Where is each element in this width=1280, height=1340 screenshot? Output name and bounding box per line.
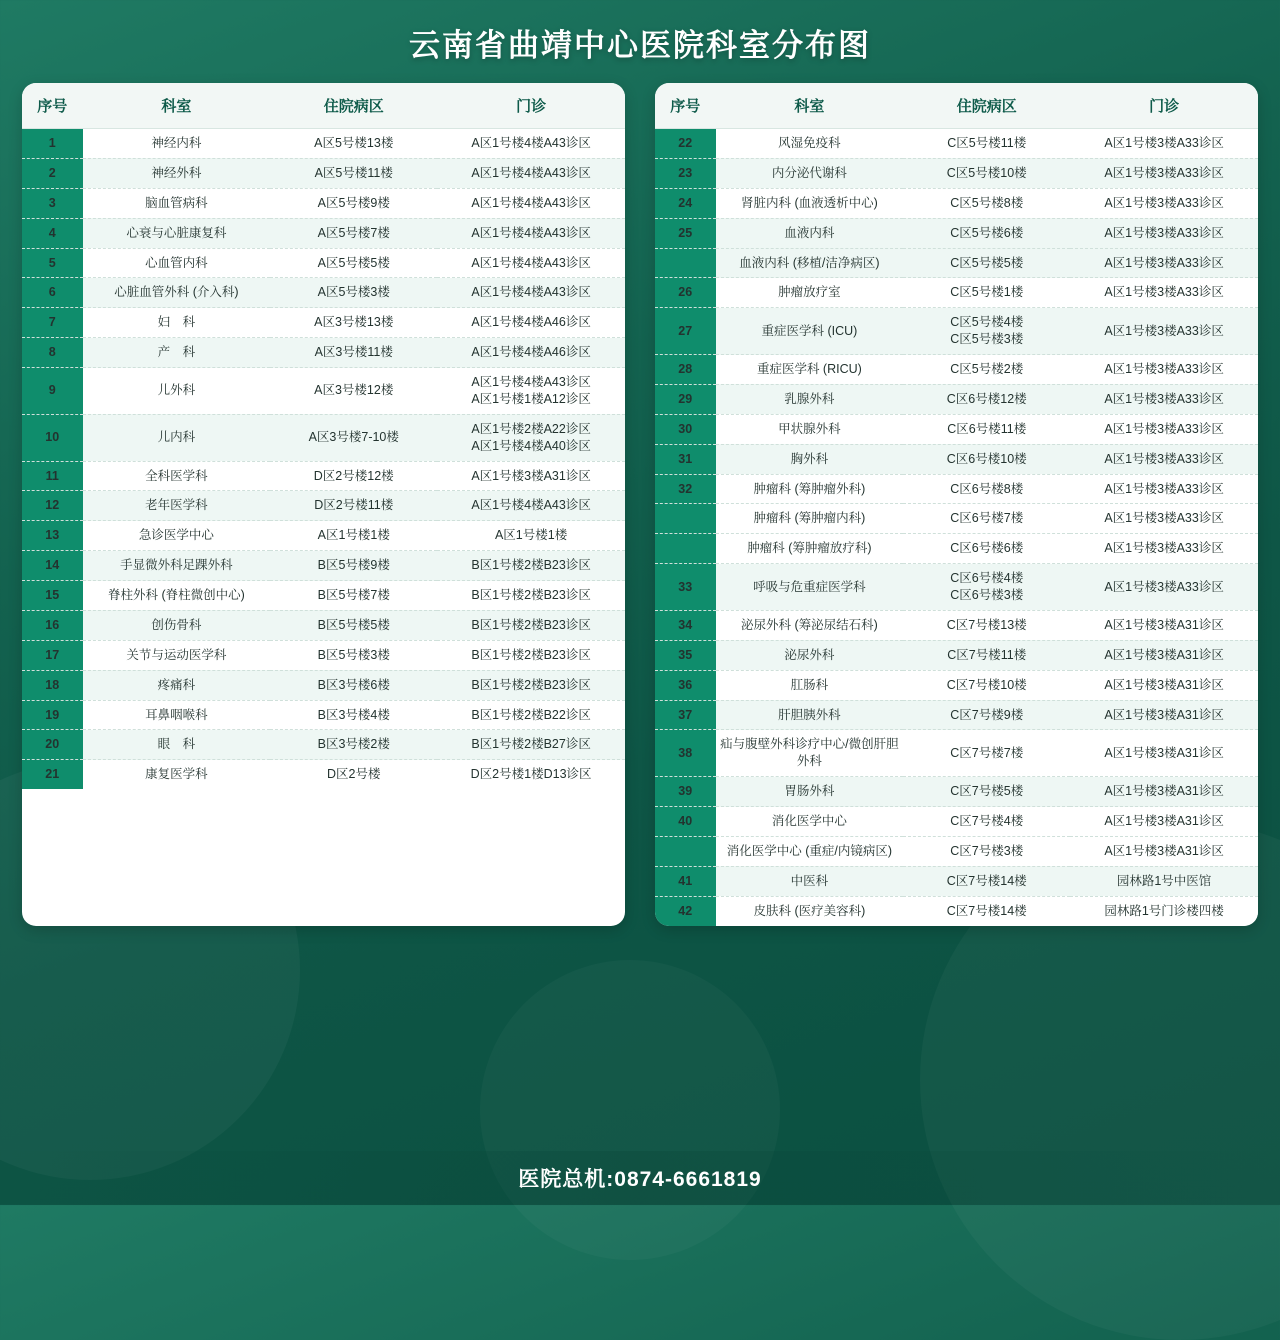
- row-ward: C区5号楼11楼: [903, 129, 1070, 159]
- row-department: 手显微外科足踝外科: [83, 551, 271, 581]
- row-ward: C区6号楼7楼: [903, 504, 1070, 534]
- row-ward: C区6号楼10楼: [903, 444, 1070, 474]
- row-clinic: A区1号楼3楼A33诊区: [1070, 218, 1258, 248]
- row-ward: C区7号楼11楼: [903, 640, 1070, 670]
- row-index: 36: [655, 670, 716, 700]
- row-ward: A区5号楼9楼: [270, 188, 437, 218]
- row-index: 34: [655, 610, 716, 640]
- row-ward: C区7号楼9楼: [903, 700, 1070, 730]
- row-clinic: A区1号楼3楼A31诊区: [1070, 610, 1258, 640]
- row-clinic: A区1号楼3楼A31诊区: [1070, 640, 1258, 670]
- row-index: 26: [655, 278, 716, 308]
- row-department: 消化医学中心: [716, 807, 904, 837]
- table-row: [22, 278, 625, 308]
- row-clinic: A区1号楼3楼A33诊区: [1070, 308, 1258, 355]
- row-department: 皮肤科 (医疗美容科): [716, 896, 904, 925]
- row-department: 老年医学科: [83, 491, 271, 521]
- row-clinic: A区1号楼3楼A33诊区: [1070, 474, 1258, 504]
- row-department: 神经内科: [83, 129, 271, 159]
- row-department: 神经外科: [83, 158, 271, 188]
- tables-container: [0, 65, 1280, 926]
- row-ward: C区5号楼5楼: [903, 248, 1070, 278]
- row-ward: A区5号楼13楼: [270, 129, 437, 159]
- row-department: 肿瘤科 (筹肿瘤外科): [716, 474, 904, 504]
- table-header-row: [655, 83, 1258, 129]
- row-clinic: A区1号楼3楼A33诊区: [1070, 248, 1258, 278]
- table-row: [22, 188, 625, 218]
- row-index: 24: [655, 188, 716, 218]
- row-clinic: A区1号楼3楼A33诊区: [1070, 188, 1258, 218]
- table-row: [22, 129, 625, 159]
- row-clinic: D区2号楼1楼D13诊区: [437, 760, 625, 789]
- row-index: 39: [655, 777, 716, 807]
- header-department: 科室: [716, 83, 904, 129]
- header-index: 序号: [655, 83, 716, 129]
- row-ward: B区5号楼7楼: [270, 581, 437, 611]
- table-row: [22, 308, 625, 338]
- row-index: [655, 248, 716, 278]
- row-clinic: A区1号楼3楼A31诊区: [1070, 777, 1258, 807]
- row-index: 17: [22, 640, 83, 670]
- row-department: 肛肠科: [716, 670, 904, 700]
- row-index: 33: [655, 564, 716, 611]
- table-row: [22, 700, 625, 730]
- row-index: 42: [655, 896, 716, 925]
- row-department: 乳腺外科: [716, 384, 904, 414]
- row-clinic: A区1号楼3楼A33诊区: [1070, 158, 1258, 188]
- row-clinic: B区1号楼2楼B23诊区: [437, 670, 625, 700]
- row-department: 泌尿外科 (筹泌尿结石科): [716, 610, 904, 640]
- row-ward: C区6号楼8楼: [903, 474, 1070, 504]
- row-department: 肿瘤放疗室: [716, 278, 904, 308]
- row-ward: C区7号楼14楼: [903, 866, 1070, 896]
- table-row: [655, 308, 1258, 355]
- row-clinic: B区1号楼2楼B23诊区: [437, 640, 625, 670]
- row-ward: C区5号楼6楼: [903, 218, 1070, 248]
- row-department: 疝与腹壁外科诊疗中心/微创肝胆外科: [716, 730, 904, 777]
- row-ward: C区5号楼10楼: [903, 158, 1070, 188]
- row-clinic: A区1号楼4楼A43诊区 A区1号楼1楼A12诊区: [437, 368, 625, 415]
- table-row: [22, 491, 625, 521]
- row-clinic: A区1号楼3楼A33诊区: [1070, 355, 1258, 385]
- row-clinic: A区1号楼4楼A43诊区: [437, 491, 625, 521]
- row-department: 泌尿外科: [716, 640, 904, 670]
- row-clinic: B区1号楼2楼B22诊区: [437, 700, 625, 730]
- table-row: [22, 521, 625, 551]
- table-row: [655, 414, 1258, 444]
- row-index: 9: [22, 368, 83, 415]
- table-row: [22, 551, 625, 581]
- department-table-right: [655, 83, 1258, 926]
- row-index: 40: [655, 807, 716, 837]
- row-clinic: A区1号楼3楼A33诊区: [1070, 278, 1258, 308]
- row-index: [655, 534, 716, 564]
- row-ward: C区7号楼13楼: [903, 610, 1070, 640]
- row-clinic: A区1号楼4楼A46诊区: [437, 308, 625, 338]
- row-department: 肾脏内科 (血液透析中心): [716, 188, 904, 218]
- row-department: 胃肠外科: [716, 777, 904, 807]
- table-row: [655, 836, 1258, 866]
- row-ward: B区3号楼2楼: [270, 730, 437, 760]
- table-row: [22, 248, 625, 278]
- row-index: 32: [655, 474, 716, 504]
- row-department: 甲状腺外科: [716, 414, 904, 444]
- table-row: [22, 461, 625, 491]
- row-ward: C区7号楼4楼: [903, 807, 1070, 837]
- row-index: 41: [655, 866, 716, 896]
- row-clinic: A区1号楼3楼A31诊区: [1070, 807, 1258, 837]
- header-ward: 住院病区: [270, 83, 437, 129]
- background-circle-center: [480, 960, 780, 1260]
- row-department: 血液内科: [716, 218, 904, 248]
- row-department: 重症医学科 (ICU): [716, 308, 904, 355]
- table-row: [655, 807, 1258, 837]
- table-row: [655, 474, 1258, 504]
- row-department: 胸外科: [716, 444, 904, 474]
- header-index: 序号: [22, 83, 83, 129]
- row-department: 产 科: [83, 338, 271, 368]
- row-clinic: A区1号楼4楼A43诊区: [437, 218, 625, 248]
- row-ward: D区2号楼: [270, 760, 437, 789]
- row-index: 7: [22, 308, 83, 338]
- table-row: [655, 218, 1258, 248]
- row-ward: C区5号楼1楼: [903, 278, 1070, 308]
- table-row: [22, 218, 625, 248]
- row-department: 风湿免疫科: [716, 129, 904, 159]
- row-index: 2: [22, 158, 83, 188]
- row-ward: D区2号楼12楼: [270, 461, 437, 491]
- row-index: 37: [655, 700, 716, 730]
- row-index: 18: [22, 670, 83, 700]
- row-clinic: B区1号楼2楼B23诊区: [437, 610, 625, 640]
- row-department: 内分泌代谢科: [716, 158, 904, 188]
- row-clinic: B区1号楼2楼B23诊区: [437, 581, 625, 611]
- page-title: 云南省曲靖中心医院科室分布图: [409, 28, 871, 63]
- row-ward: C区7号楼10楼: [903, 670, 1070, 700]
- row-department: 心脏血管外科 (介入科): [83, 278, 271, 308]
- table-row: [22, 730, 625, 760]
- row-ward: C区7号楼14楼: [903, 896, 1070, 925]
- table-row: [22, 760, 625, 789]
- row-clinic: A区1号楼3楼A31诊区: [1070, 836, 1258, 866]
- row-index: [655, 836, 716, 866]
- row-clinic: A区1号楼1楼: [437, 521, 625, 551]
- row-clinic: A区1号楼4楼A46诊区: [437, 338, 625, 368]
- row-clinic: A区1号楼4楼A43诊区: [437, 129, 625, 159]
- row-ward: A区5号楼5楼: [270, 248, 437, 278]
- table-row: [655, 730, 1258, 777]
- row-clinic: 园林路1号门诊楼四楼: [1070, 896, 1258, 925]
- row-ward: B区3号楼4楼: [270, 700, 437, 730]
- row-department: 康复医学科: [83, 760, 271, 789]
- row-clinic: A区1号楼4楼A43诊区: [437, 278, 625, 308]
- row-ward: D区2号楼11楼: [270, 491, 437, 521]
- hospital-switchboard: 医院总机:0874-6661819: [0, 1151, 1280, 1205]
- row-index: 5: [22, 248, 83, 278]
- row-clinic: A区1号楼3楼A31诊区: [437, 461, 625, 491]
- row-index: 21: [22, 760, 83, 789]
- table-row: [655, 355, 1258, 385]
- row-index: 20: [22, 730, 83, 760]
- table-row: [655, 670, 1258, 700]
- header-department: 科室: [83, 83, 271, 129]
- row-ward: A区1号楼1楼: [270, 521, 437, 551]
- row-clinic: A区1号楼3楼A33诊区: [1070, 504, 1258, 534]
- row-department: 眼 科: [83, 730, 271, 760]
- row-clinic: A区1号楼3楼A33诊区: [1070, 414, 1258, 444]
- row-department: 儿外科: [83, 368, 271, 415]
- row-ward: A区3号楼11楼: [270, 338, 437, 368]
- row-index: 28: [655, 355, 716, 385]
- table-row: [655, 278, 1258, 308]
- row-ward: C区7号楼3楼: [903, 836, 1070, 866]
- row-index: 15: [22, 581, 83, 611]
- row-index: 8: [22, 338, 83, 368]
- table-row: [22, 610, 625, 640]
- row-ward: C区7号楼7楼: [903, 730, 1070, 777]
- row-clinic: A区1号楼4楼A43诊区: [437, 158, 625, 188]
- row-index: 6: [22, 278, 83, 308]
- row-index: 13: [22, 521, 83, 551]
- row-clinic: A区1号楼4楼A43诊区: [437, 188, 625, 218]
- table-row: [655, 700, 1258, 730]
- table-row: [655, 777, 1258, 807]
- row-index: 23: [655, 158, 716, 188]
- row-clinic: A区1号楼3楼A33诊区: [1070, 564, 1258, 611]
- row-department: 心血管内科: [83, 248, 271, 278]
- row-clinic: A区1号楼4楼A43诊区: [437, 248, 625, 278]
- row-department: 心衰与心脏康复科: [83, 218, 271, 248]
- row-ward: A区3号楼12楼: [270, 368, 437, 415]
- table-row: [655, 534, 1258, 564]
- table-header-row: [22, 83, 625, 129]
- right-table-card: [655, 83, 1258, 926]
- row-index: 30: [655, 414, 716, 444]
- row-index: 3: [22, 188, 83, 218]
- table-row: [22, 158, 625, 188]
- table-body-right: [655, 129, 1258, 926]
- table-row: [655, 129, 1258, 159]
- row-department: 肿瘤科 (筹肿瘤内科): [716, 504, 904, 534]
- table-body-left: [22, 129, 625, 790]
- row-index: 14: [22, 551, 83, 581]
- left-table-card: [22, 83, 625, 926]
- row-department: 关节与运动医学科: [83, 640, 271, 670]
- row-department: 重症医学科 (RICU): [716, 355, 904, 385]
- row-index: 10: [22, 414, 83, 461]
- row-clinic: 园林路1号中医馆: [1070, 866, 1258, 896]
- row-department: 急诊医学中心: [83, 521, 271, 551]
- row-clinic: A区1号楼2楼A22诊区 A区1号楼4楼A40诊区: [437, 414, 625, 461]
- row-department: 呼吸与危重症医学科: [716, 564, 904, 611]
- row-department: 中医科: [716, 866, 904, 896]
- row-ward: A区3号楼13楼: [270, 308, 437, 338]
- row-ward: C区5号楼4楼 C区5号楼3楼: [903, 308, 1070, 355]
- table-row: [655, 504, 1258, 534]
- row-department: 疼痛科: [83, 670, 271, 700]
- row-index: 4: [22, 218, 83, 248]
- row-clinic: A区1号楼3楼A31诊区: [1070, 700, 1258, 730]
- row-index: 11: [22, 461, 83, 491]
- row-ward: C区6号楼6楼: [903, 534, 1070, 564]
- row-index: 12: [22, 491, 83, 521]
- row-department: 儿内科: [83, 414, 271, 461]
- row-ward: C区6号楼12楼: [903, 384, 1070, 414]
- row-ward: A区5号楼7楼: [270, 218, 437, 248]
- table-row: [655, 384, 1258, 414]
- header-clinic: 门诊: [437, 83, 625, 129]
- table-row: [22, 670, 625, 700]
- row-ward: A区5号楼11楼: [270, 158, 437, 188]
- table-row: [655, 158, 1258, 188]
- row-clinic: A区1号楼3楼A33诊区: [1070, 534, 1258, 564]
- row-department: 血液内科 (移植/洁净病区): [716, 248, 904, 278]
- table-row: [655, 610, 1258, 640]
- row-department: 肿瘤科 (筹肿瘤放疗科): [716, 534, 904, 564]
- row-clinic: A区1号楼3楼A33诊区: [1070, 129, 1258, 159]
- row-index: 27: [655, 308, 716, 355]
- table-row: [655, 866, 1258, 896]
- table-row: [655, 188, 1258, 218]
- row-clinic: A区1号楼3楼A33诊区: [1070, 444, 1258, 474]
- table-row: [22, 338, 625, 368]
- row-ward: B区5号楼5楼: [270, 610, 437, 640]
- row-ward: C区6号楼11楼: [903, 414, 1070, 444]
- row-department: 创伤骨科: [83, 610, 271, 640]
- row-clinic: B区1号楼2楼B27诊区: [437, 730, 625, 760]
- department-table-left: [22, 83, 625, 789]
- table-row: [655, 248, 1258, 278]
- row-department: 消化医学中心 (重症/内镜病区): [716, 836, 904, 866]
- table-row: [22, 368, 625, 415]
- table-row: [655, 896, 1258, 925]
- row-department: 脊柱外科 (脊柱微创中心): [83, 581, 271, 611]
- header-ward: 住院病区: [903, 83, 1070, 129]
- table-row: [22, 581, 625, 611]
- row-ward: B区3号楼6楼: [270, 670, 437, 700]
- row-index: 35: [655, 640, 716, 670]
- row-index: 1: [22, 129, 83, 159]
- row-department: 肝胆胰外科: [716, 700, 904, 730]
- row-ward: C区5号楼8楼: [903, 188, 1070, 218]
- row-index: [655, 504, 716, 534]
- row-ward: A区3号楼7-10楼: [270, 414, 437, 461]
- header-clinic: 门诊: [1070, 83, 1258, 129]
- row-index: 22: [655, 129, 716, 159]
- row-index: 19: [22, 700, 83, 730]
- row-ward: B区5号楼3楼: [270, 640, 437, 670]
- row-index: 29: [655, 384, 716, 414]
- row-department: 全科医学科: [83, 461, 271, 491]
- row-clinic: A区1号楼3楼A31诊区: [1070, 730, 1258, 777]
- row-index: 38: [655, 730, 716, 777]
- table-row: [22, 640, 625, 670]
- row-ward: C区6号楼4楼 C区6号楼3楼: [903, 564, 1070, 611]
- row-index: 25: [655, 218, 716, 248]
- row-index: 16: [22, 610, 83, 640]
- row-ward: C区7号楼5楼: [903, 777, 1070, 807]
- row-ward: C区5号楼2楼: [903, 355, 1070, 385]
- row-ward: B区5号楼9楼: [270, 551, 437, 581]
- table-row: [655, 564, 1258, 611]
- row-department: 妇 科: [83, 308, 271, 338]
- table-row: [655, 444, 1258, 474]
- table-row: [22, 414, 625, 461]
- row-clinic: B区1号楼2楼B23诊区: [437, 551, 625, 581]
- row-ward: A区5号楼3楼: [270, 278, 437, 308]
- row-clinic: A区1号楼3楼A33诊区: [1070, 384, 1258, 414]
- row-department: 耳鼻咽喉科: [83, 700, 271, 730]
- row-department: 脑血管病科: [83, 188, 271, 218]
- row-index: 31: [655, 444, 716, 474]
- row-clinic: A区1号楼3楼A31诊区: [1070, 670, 1258, 700]
- table-row: [655, 640, 1258, 670]
